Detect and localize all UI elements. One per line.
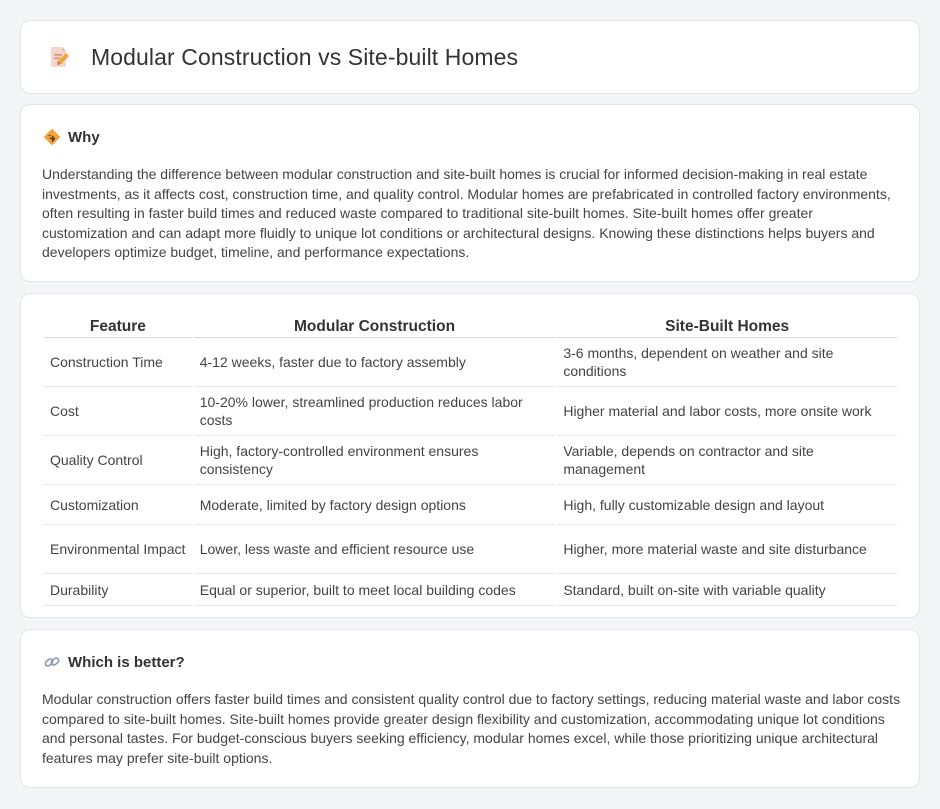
feature-cell: Cost <box>44 387 192 436</box>
road-sign-icon <box>43 128 61 146</box>
why-text: Understanding the difference between modular construction and site-built homes is crucial for informed decision-making in real estate investments, as it affects cost, construction time, and quality control. Modular homes are prefabricated in controlled factory environments, often resulting in faster build times and reduced waste compared to traditional site-built homes. Site-built homes offer greater customization and can adapt more fluidly to unique lot conditions or architectural designs. Knowing these distinctions helps buyers and developers optimize budget, timeline, and performance expectations. <box>42 166 891 261</box>
table-row <box>44 387 897 436</box>
why-title: Why <box>68 128 100 146</box>
feature-cell: Construction Time <box>44 338 192 387</box>
site-built-cell: Variable, depends on contractor and site management <box>557 436 897 485</box>
table-row <box>44 436 897 485</box>
modular-cell: Lower, less waste and efficient resource use <box>194 525 556 574</box>
modular-cell: Equal or superior, built to meet local building codes <box>194 574 556 606</box>
better-title: Which is better? <box>68 653 185 671</box>
document-pencil-icon <box>47 45 71 69</box>
why-section <box>20 104 920 282</box>
comparison-table <box>42 316 899 606</box>
table-row <box>44 574 897 606</box>
site-built-cell: Standard, built on-site with variable quality <box>557 574 897 606</box>
feature-cell: Environmental Impact <box>44 525 192 574</box>
site-built-cell: Higher material and labor costs, more onsite work <box>557 387 897 436</box>
feature-cell: Quality Control <box>44 436 192 485</box>
column-header-modular: Modular Construction <box>194 316 556 338</box>
which-is-better-section <box>20 629 920 788</box>
site-built-cell: Higher, more material waste and site disturbance <box>557 525 897 574</box>
table-row <box>44 485 897 525</box>
column-header-feature: Feature <box>44 316 192 338</box>
site-built-cell: High, fully customizable design and layout <box>557 485 897 525</box>
better-text: Modular construction offers faster build times and consistent quality control due to factory settings, reducing material waste and labor costs compared to site-built homes. Site-built homes provide greater design flexibility and customization, accommodating unique lot conditions and personal tastes. For budget-conscious buyers seeking efficiency, modular homes excel, while those prioritizing unique architectural features may prefer site-built options. <box>42 691 901 766</box>
table-row <box>44 338 897 387</box>
header-card <box>20 20 920 94</box>
table-row <box>44 525 897 574</box>
feature-cell: Customization <box>44 485 192 525</box>
feature-cell: Durability <box>44 574 192 606</box>
link-icon <box>43 653 61 671</box>
site-built-cell: 3-6 months, dependent on weather and site conditions <box>557 338 897 387</box>
comparison-card <box>20 293 920 618</box>
modular-cell: High, factory-controlled environment ensures consistency <box>194 436 556 485</box>
page-title: Modular Construction vs Site-built Homes <box>91 43 519 70</box>
modular-cell: 10-20% lower, streamlined production reduces labor costs <box>194 387 556 436</box>
modular-cell: Moderate, limited by factory design options <box>194 485 556 525</box>
modular-cell: 4-12 weeks, faster due to factory assembly <box>194 338 556 387</box>
column-header-site-built: Site-Built Homes <box>557 316 897 338</box>
table-header-row <box>44 316 897 338</box>
